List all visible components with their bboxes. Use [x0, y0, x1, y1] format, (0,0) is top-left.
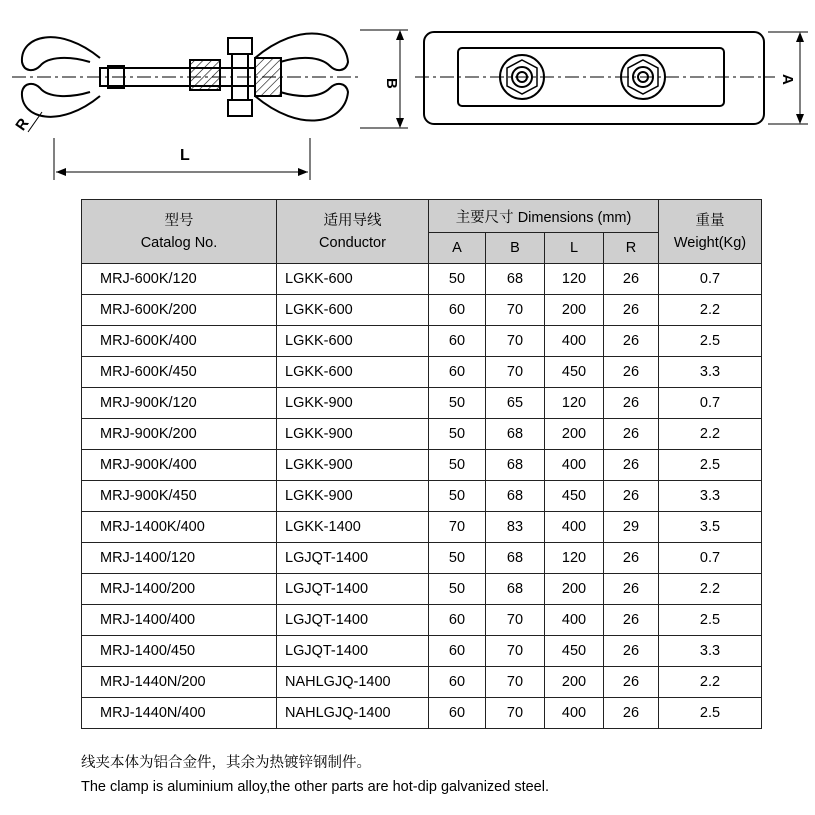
conductor-cell: LGJQT-1400 — [277, 605, 429, 636]
weight-cell: 2.5 — [659, 605, 762, 636]
table-row — [82, 450, 762, 481]
dim-a-cell: 70 — [429, 512, 486, 543]
dim-b-cell: 68 — [486, 481, 545, 512]
catalog-no-cell: MRJ-900K/450 — [82, 481, 277, 512]
top-view-drawing — [415, 32, 808, 124]
header-dimensions: 主要尺寸 Dimensions (mm) — [429, 200, 659, 233]
dim-a-cell: 60 — [429, 326, 486, 357]
conductor-cell: LGKK-1400 — [277, 512, 429, 543]
dim-l-cell: 450 — [545, 636, 604, 667]
catalog-no-cell: MRJ-1400/450 — [82, 636, 277, 667]
dim-a-cell: 50 — [429, 264, 486, 295]
header-conductor-en: Conductor — [319, 234, 386, 251]
dim-b-cell: 68 — [486, 450, 545, 481]
conductor-cell: LGJQT-1400 — [277, 636, 429, 667]
dim-l-cell: 200 — [545, 295, 604, 326]
dim-b-cell: 65 — [486, 388, 545, 419]
dim-r-cell: 26 — [604, 388, 659, 419]
header-dim-l: L — [545, 233, 604, 264]
dim-l-cell: 120 — [545, 264, 604, 295]
table-row — [82, 636, 762, 667]
notes — [81, 751, 549, 799]
dim-r-cell: 26 — [604, 357, 659, 388]
dim-b-cell: 70 — [486, 667, 545, 698]
dim-b-cell: 68 — [486, 543, 545, 574]
catalog-no-cell: MRJ-900K/120 — [82, 388, 277, 419]
catalog-no-cell: MRJ-600K/200 — [82, 295, 277, 326]
dim-b-cell: 68 — [486, 419, 545, 450]
dim-a-cell: 60 — [429, 636, 486, 667]
dim-l-cell: 400 — [545, 698, 604, 729]
catalog-no-cell: MRJ-600K/400 — [82, 326, 277, 357]
weight-cell: 3.5 — [659, 512, 762, 543]
conductor-cell: NAHLGJQ-1400 — [277, 698, 429, 729]
header-conductor-cn: 适用导线 — [323, 212, 382, 229]
conductor-cell: LGKK-600 — [277, 326, 429, 357]
dim-r-cell: 26 — [604, 264, 659, 295]
dim-r-cell: 26 — [604, 481, 659, 512]
dim-l-cell: 400 — [545, 512, 604, 543]
dim-a-cell: 50 — [429, 481, 486, 512]
dim-a-cell: 60 — [429, 605, 486, 636]
catalog-no-cell: MRJ-1400K/400 — [82, 512, 277, 543]
table-row — [82, 574, 762, 605]
technical-drawings — [0, 0, 815, 195]
catalog-no-cell: MRJ-600K/450 — [82, 357, 277, 388]
header-dim-a: A — [429, 233, 486, 264]
dim-r-cell: 26 — [604, 698, 659, 729]
header-catalog-en: Catalog No. — [140, 234, 218, 251]
note-chinese: 线夹本体为铝合金件，其余为热镀锌钢制件。 — [81, 755, 371, 771]
dim-l-cell: 120 — [545, 543, 604, 574]
conductor-cell: LGKK-600 — [277, 295, 429, 326]
weight-cell: 3.3 — [659, 481, 762, 512]
front-view-drawing — [12, 30, 408, 180]
dim-r-cell: 26 — [604, 419, 659, 450]
conductor-cell: NAHLGJQ-1400 — [277, 667, 429, 698]
header-dim-r: R — [604, 233, 659, 264]
dim-l-cell: 200 — [545, 667, 604, 698]
table-row — [82, 481, 762, 512]
conductor-cell: LGJQT-1400 — [277, 543, 429, 574]
conductor-cell: LGJQT-1400 — [277, 574, 429, 605]
catalog-no-cell: MRJ-1400/120 — [82, 543, 277, 574]
conductor-cell: LGKK-900 — [277, 419, 429, 450]
weight-cell: 2.2 — [659, 295, 762, 326]
dim-r-cell: 26 — [604, 326, 659, 357]
table-row — [82, 667, 762, 698]
spec-table — [81, 199, 762, 729]
weight-cell: 2.5 — [659, 450, 762, 481]
dim-l-cell: 200 — [545, 574, 604, 605]
dim-b-cell: 70 — [486, 636, 545, 667]
dim-l-cell: 450 — [545, 481, 604, 512]
table-row — [82, 264, 762, 295]
dim-b-cell: 70 — [486, 698, 545, 729]
header-catalog — [82, 200, 277, 264]
dim-l-label: L — [180, 147, 190, 164]
dim-a-cell: 50 — [429, 419, 486, 450]
dim-r-cell: 26 — [604, 295, 659, 326]
dim-a-cell: 50 — [429, 543, 486, 574]
dim-b-cell: 68 — [486, 264, 545, 295]
weight-cell: 2.2 — [659, 574, 762, 605]
table-row — [82, 419, 762, 450]
table-row — [82, 357, 762, 388]
dim-r-cell: 26 — [604, 636, 659, 667]
table-row — [82, 543, 762, 574]
dim-l-cell: 120 — [545, 388, 604, 419]
dim-b-cell: 68 — [486, 574, 545, 605]
header-weight-en: Weight(Kg) — [673, 234, 747, 251]
dim-b-cell: 70 — [486, 295, 545, 326]
dim-l-cell: 450 — [545, 357, 604, 388]
weight-cell: 2.5 — [659, 326, 762, 357]
dim-a-cell: 60 — [429, 295, 486, 326]
dim-r-cell: 26 — [604, 543, 659, 574]
dim-r-cell: 26 — [604, 450, 659, 481]
dim-r-cell: 26 — [604, 574, 659, 605]
table-row — [82, 605, 762, 636]
dim-a-cell: 50 — [429, 574, 486, 605]
header-dim-b: B — [486, 233, 545, 264]
table-row — [82, 698, 762, 729]
weight-cell: 2.2 — [659, 419, 762, 450]
weight-cell: 2.5 — [659, 698, 762, 729]
conductor-cell: LGKK-600 — [277, 264, 429, 295]
conductor-cell: LGKK-900 — [277, 450, 429, 481]
weight-cell: 0.7 — [659, 264, 762, 295]
conductor-cell: LGKK-900 — [277, 481, 429, 512]
dim-b-cell: 83 — [486, 512, 545, 543]
weight-cell: 0.7 — [659, 543, 762, 574]
catalog-no-cell: MRJ-1400/400 — [82, 605, 277, 636]
dim-a-cell: 60 — [429, 698, 486, 729]
dim-a-cell: 50 — [429, 388, 486, 419]
catalog-no-cell: MRJ-1400/200 — [82, 574, 277, 605]
conductor-cell: LGKK-600 — [277, 357, 429, 388]
catalog-no-cell: MRJ-1440N/400 — [82, 698, 277, 729]
catalog-no-cell: MRJ-600K/120 — [82, 264, 277, 295]
weight-cell: 3.3 — [659, 636, 762, 667]
dim-r-label: R — [12, 115, 33, 134]
header-weight-cn: 重量 — [695, 212, 725, 229]
dim-a-cell: 60 — [429, 667, 486, 698]
table-row — [82, 295, 762, 326]
table-body — [82, 264, 762, 729]
catalog-no-cell: MRJ-900K/200 — [82, 419, 277, 450]
dim-l-cell: 200 — [545, 419, 604, 450]
dim-a-cell: 50 — [429, 450, 486, 481]
dim-r-cell: 26 — [604, 605, 659, 636]
dim-b-cell: 70 — [486, 605, 545, 636]
note-english: The clamp is aluminium alloy,the other parts are hot-dip galvanized steel. — [81, 779, 549, 795]
weight-cell: 3.3 — [659, 357, 762, 388]
dim-b-cell: 70 — [486, 326, 545, 357]
table-row — [82, 388, 762, 419]
header-catalog-cn: 型号 — [164, 212, 194, 229]
dim-r-cell: 29 — [604, 512, 659, 543]
dim-b-cell: 70 — [486, 357, 545, 388]
table-row — [82, 512, 762, 543]
catalog-no-cell: MRJ-1440N/200 — [82, 667, 277, 698]
dim-a-label: A — [779, 74, 796, 85]
dim-b-label: B — [383, 78, 400, 89]
weight-cell: 0.7 — [659, 388, 762, 419]
header-weight — [659, 200, 762, 264]
conductor-cell: LGKK-900 — [277, 388, 429, 419]
dim-l-cell: 400 — [545, 326, 604, 357]
dim-l-cell: 400 — [545, 450, 604, 481]
catalog-no-cell: MRJ-900K/400 — [82, 450, 277, 481]
dim-l-cell: 400 — [545, 605, 604, 636]
table-row — [82, 326, 762, 357]
dim-r-cell: 26 — [604, 667, 659, 698]
header-conductor — [277, 200, 429, 264]
dim-a-cell: 60 — [429, 357, 486, 388]
weight-cell: 2.2 — [659, 667, 762, 698]
